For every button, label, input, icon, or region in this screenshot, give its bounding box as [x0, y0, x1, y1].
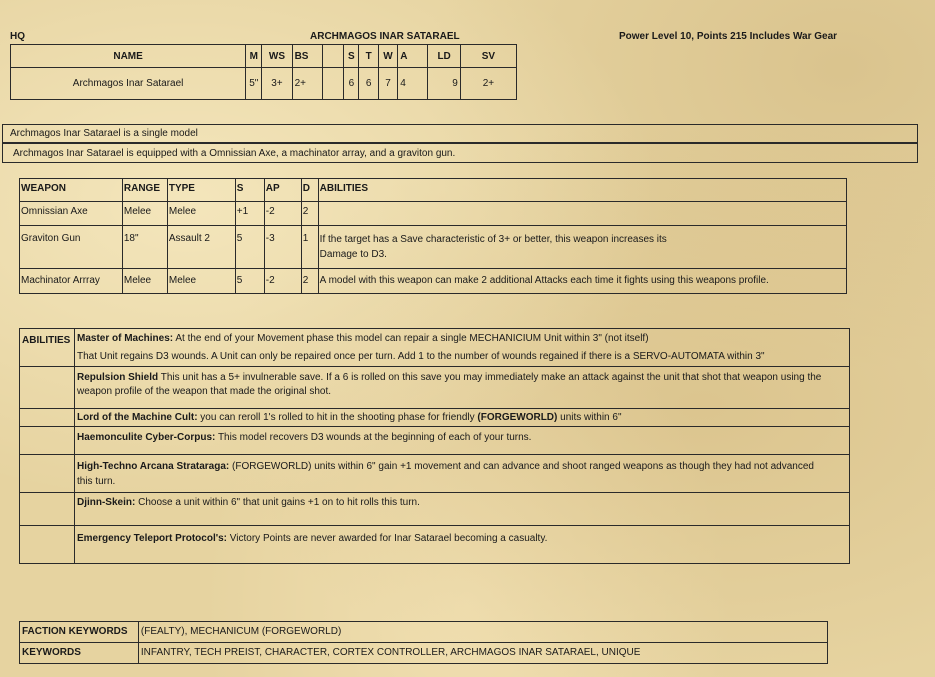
weapon-d: 2 [301, 202, 318, 226]
header-t: T [359, 45, 378, 68]
ability-name: Master of Machines: [76, 333, 174, 344]
ability-high-techno-arcana [74, 455, 849, 493]
weapon-ap: -2 [264, 202, 301, 226]
faction-keywords-row [20, 622, 828, 643]
ability-row [20, 367, 850, 409]
weapon-row [20, 202, 847, 226]
weapon-abilities: A model with this weapon can make 2 additional Attacks each time it fights using this weapons profile. [318, 269, 846, 294]
ability-name: Haemonculite Cyber-Corpus: [76, 432, 216, 443]
ability-row [20, 409, 850, 427]
weapon-d: 1 [301, 226, 318, 269]
ability-row [20, 455, 850, 493]
abilities-table [19, 328, 850, 564]
weapon-name: Omnissian Axe [20, 202, 123, 226]
ability-row [20, 427, 850, 455]
weapons-header-abilities: ABILITIES [318, 179, 846, 202]
ability-name: Lord of the Machine Cult: [76, 412, 198, 423]
page-title: ARCHMAGOS INAR SATARAEL [310, 31, 460, 42]
stat-ld: 9 [428, 68, 460, 100]
keywords-row [20, 643, 828, 664]
keywords-value: INFANTRY, TECH PREIST, CHARACTER, CORTEX CONTROLLER, ARCHMAGOS INAR SATARAEL, UNIQUE [138, 643, 827, 664]
ability-text: Victory Points are never awarded for Inar Satarael becoming a casualty. [227, 533, 548, 544]
header-sv: SV [460, 45, 516, 68]
ability-label-cell [20, 526, 75, 564]
weapon-type: Melee [167, 202, 235, 226]
weapons-header-range: RANGE [122, 179, 167, 202]
keywords-table [19, 621, 828, 664]
ability-name: High-Techno Arcana Strataraga: [76, 461, 230, 472]
header-ws: WS [262, 45, 292, 68]
profile-table [10, 44, 517, 100]
ability-text: This model recovers D3 wounds at the beginning of each of your turns. [215, 432, 532, 443]
ability-extra-text: That Unit regains D3 wounds. A Unit can only be repaired once per turn. Add 1 to the number of wounds regained if there is a SERVO-AUTOMATA within 3" [76, 351, 765, 362]
ability-name: Djinn-Skein: [76, 497, 136, 508]
weapons-header-d: D [301, 179, 318, 202]
model-name: Archmagos Inar Satarael [11, 68, 246, 100]
ability-emergency-teleport [74, 526, 849, 564]
weapons-header-ap: AP [264, 179, 301, 202]
weapon-row [20, 226, 847, 269]
weapon-d: 2 [301, 269, 318, 294]
ability-text: you can reroll 1's rolled to hit in the shooting phase for friendly [197, 412, 478, 423]
stat-bs: 2+ [292, 68, 322, 100]
composition-line-2: Archmagos Inar Satarael is equipped with a Omnissian Axe, a machinator array, and a graviton gun. [2, 143, 918, 163]
ability-label-cell [20, 493, 75, 526]
ability-label-cell [20, 409, 75, 427]
weapons-header-s: S [235, 179, 264, 202]
header-m: M [246, 45, 262, 68]
ability-text: This unit has a 5+ invulnerable save. If a 6 is rolled on this save you may immediately make an attack against the unit that shot that weapon using the weapon profile of the weapon that made the original shot. [76, 372, 822, 397]
abilities-label: ABILITIES [20, 329, 75, 367]
stat-blank [322, 68, 344, 100]
weapon-name: Graviton Gun [20, 226, 123, 269]
profile-header-row [11, 45, 517, 68]
weapon-range: Melee [122, 202, 167, 226]
weapon-name: Machinator Arrray [20, 269, 123, 294]
weapon-abilities: If the target has a Save characteristic of 3+ or better, this weapon increases its Damage to D3. [318, 226, 846, 269]
ability-label-cell [20, 427, 75, 455]
ability-djinn-skein [74, 493, 849, 526]
ability-bold-keyword: (FORGEWORLD) [477, 412, 558, 423]
weapon-row [20, 269, 847, 294]
ability-repulsion-shield [74, 367, 849, 409]
ability-row [20, 493, 850, 526]
stat-m: 5" [246, 68, 262, 100]
header-w: W [378, 45, 397, 68]
header-a: A [398, 45, 428, 68]
stat-a: 4 [398, 68, 428, 100]
stat-sv: 2+ [460, 68, 516, 100]
stat-ws: 3+ [262, 68, 292, 100]
weapons-header-type: TYPE [167, 179, 235, 202]
faction-keywords-value: (FEALTY), MECHANICUM (FORGEWORLD) [138, 622, 827, 643]
ability-name: Emergency Teleport Protocol's: [76, 533, 227, 544]
weapon-s: +1 [235, 202, 264, 226]
composition-line-1: Archmagos Inar Satarael is a single model [2, 124, 918, 143]
weapons-header-weapon: WEAPON [20, 179, 123, 202]
stat-t: 6 [359, 68, 378, 100]
header-ld: LD [428, 45, 460, 68]
section-label: HQ [10, 31, 25, 42]
ability-text: (FORGEWORLD) units within 6" gain +1 movement and can advance and shoot ranged weapons as though they had not advanced this turn. [76, 461, 814, 487]
ability-row [20, 329, 850, 367]
power-level: Power Level 10, Points 215 Includes War Gear [619, 31, 838, 42]
weapon-ap: -2 [264, 269, 301, 294]
weapon-s: 5 [235, 226, 264, 269]
weapons-table [19, 178, 847, 294]
header-bs: BS [292, 45, 322, 68]
weapon-abilities [318, 202, 846, 226]
ability-label-cell [20, 455, 75, 493]
weapon-type: Assault 2 [167, 226, 235, 269]
ability-master-of-machines [74, 329, 849, 367]
header-s: S [344, 45, 359, 68]
ability-haemonculite-cyber-corpus [74, 427, 849, 455]
keywords-label: KEYWORDS [20, 643, 139, 664]
ability-label-cell [20, 367, 75, 409]
ability-text: Choose a unit within 6" that unit gains +1 on to hit rolls this turn. [135, 497, 420, 508]
faction-keywords-label: FACTION KEYWORDS [20, 622, 139, 643]
header-blank [322, 45, 344, 68]
header-name: NAME [11, 45, 246, 68]
weapons-header-row [20, 179, 847, 202]
weapon-range: 18" [122, 226, 167, 269]
profile-row [11, 68, 517, 100]
weapon-s: 5 [235, 269, 264, 294]
weapon-type: Melee [167, 269, 235, 294]
ability-text: At the end of your Movement phase this model can repair a single MECHANICIUM Unit within 3" (not itself) [173, 333, 649, 344]
stat-s: 6 [344, 68, 359, 100]
ability-lord-of-the-machine-cult [74, 409, 849, 427]
ability-name: Repulsion Shield [76, 372, 159, 383]
stat-w: 7 [378, 68, 397, 100]
weapon-ap: -3 [264, 226, 301, 269]
ability-tail-text: units within 6" [557, 412, 622, 423]
ability-row [20, 526, 850, 564]
weapon-range: Melee [122, 269, 167, 294]
